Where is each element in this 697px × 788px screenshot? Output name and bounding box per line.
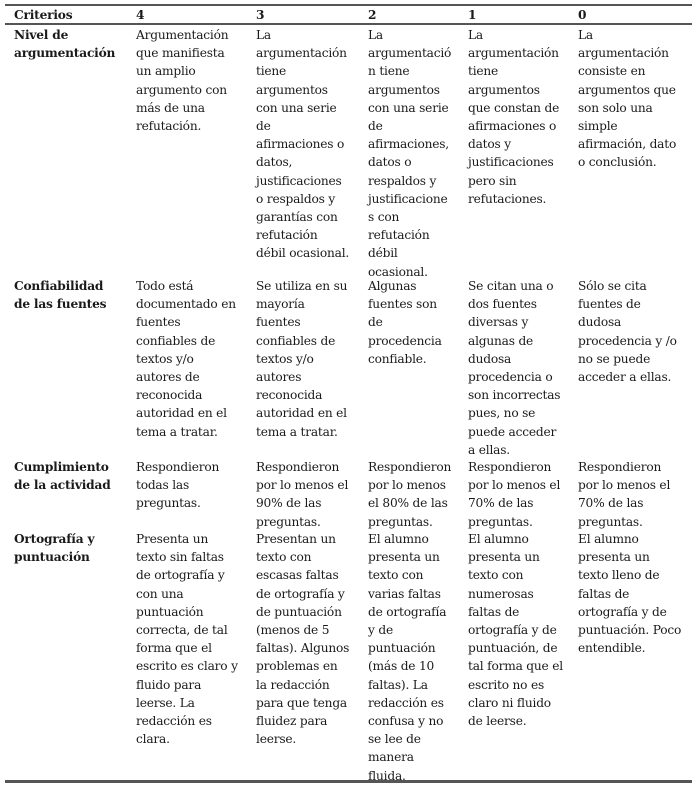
cell-line: El alumno [468, 532, 529, 546]
cell-line: Respondieron [578, 460, 662, 474]
cell-line: preguntas. [578, 514, 643, 529]
cell-line: confiables de [256, 333, 336, 348]
cell-line: entendible. [578, 641, 646, 656]
cell-line: texto con [468, 568, 524, 583]
cell-line: argumentos [368, 82, 440, 97]
cell-line: con una [136, 586, 184, 601]
header-score-3: 3 [256, 8, 265, 22]
cell-line: texto con [256, 550, 312, 565]
cell-line: faltas de [578, 586, 630, 601]
cell-line: presenta un [578, 550, 650, 565]
cell-line: Se citan una o [468, 279, 554, 293]
cell-line: 70% de las [468, 496, 534, 511]
cell-line: correcta, de tal [136, 623, 228, 638]
cell-line: autoridad en el [256, 406, 347, 421]
criterion-line: Confiabilidad [14, 279, 104, 293]
cell-line: puntuación [368, 641, 436, 656]
cell-line: El alumno [578, 532, 639, 546]
cell-line: argumentos [256, 82, 328, 97]
cell-line: Todo está [136, 279, 194, 293]
cell-line: Presentan un [256, 532, 336, 546]
cell-line: escrito no es [468, 677, 545, 692]
cell-line: no se puede [578, 351, 651, 366]
cell-line: o respaldos y [256, 191, 336, 206]
cell-line: documentado en [136, 297, 236, 312]
cell-line: acceder a ellas. [578, 370, 672, 385]
rubric-cell-score-0 [578, 277, 677, 386]
criterion-label [14, 277, 106, 313]
cell-line: 90% de las [256, 496, 322, 511]
rubric-cell-score-1 [468, 277, 560, 459]
criterion-label [14, 530, 94, 566]
cell-line: a ellas. [468, 442, 510, 457]
cell-line: justificaciones [256, 173, 342, 188]
cell-line: preguntas. [136, 496, 201, 511]
cell-line: manera [368, 750, 414, 765]
cell-line: ortografía y de [578, 604, 667, 619]
cell-line: afirmación, dato [578, 137, 677, 152]
cell-line: texto con [368, 568, 424, 583]
cell-line: procedencia o [468, 370, 553, 385]
cell-line: Algunas [368, 279, 417, 293]
cell-line: simple [578, 119, 618, 134]
cell-line: presenta un [468, 550, 540, 565]
cell-line: datos, [256, 155, 293, 170]
cell-line: preguntas. [368, 514, 433, 529]
rubric-cell-score-0 [578, 530, 681, 657]
rubric-cell-score-4 [136, 458, 219, 513]
cell-line: procedencia y /o [578, 333, 677, 348]
cell-line: ortografía y de [468, 623, 557, 638]
rubric-cell-score-2 [368, 458, 451, 531]
cell-line: de leerse. [468, 714, 527, 729]
cell-line: redacción es [136, 714, 212, 729]
cell-line: clara. [136, 732, 170, 747]
cell-line: confiables de [136, 333, 216, 348]
header-bottom-rule [5, 23, 692, 25]
cell-line: refutación. [136, 119, 202, 134]
cell-line: que manifiesta [136, 46, 225, 61]
table-top-rule [5, 4, 692, 6]
cell-line: textos y/o [256, 351, 314, 366]
cell-line: argumentación [578, 46, 669, 61]
cell-line: por lo menos [368, 478, 446, 493]
cell-line: fluidez para [256, 714, 328, 729]
cell-line: puntuación, de [468, 641, 558, 656]
cell-line: fluida. [368, 768, 406, 783]
criterion-line: de las fuentes [14, 297, 107, 312]
cell-line: el 80% de las [368, 496, 448, 511]
cell-line: de ortografía y [256, 586, 345, 601]
rubric-cell-score-2 [368, 277, 442, 368]
cell-line: Respondieron [256, 460, 340, 474]
cell-line: tal forma que el [468, 659, 563, 674]
cell-line: son solo una [578, 100, 653, 115]
criterion-label [14, 458, 111, 494]
cell-line: procedencia [368, 333, 442, 348]
cell-line: tema a tratar. [256, 424, 338, 439]
table-bottom-rule [5, 780, 692, 783]
cell-line: puede acceder [468, 424, 557, 439]
header-score-1: 1 [468, 8, 477, 22]
cell-line: Sólo se cita [578, 279, 647, 293]
cell-line: pero sin [468, 173, 517, 188]
cell-line: autores [256, 370, 302, 385]
cell-line: débil ocasional. [256, 246, 350, 261]
cell-line: con una serie [368, 100, 449, 115]
cell-line: texto sin faltas [136, 550, 224, 565]
cell-line: fuentes de [578, 297, 641, 312]
cell-line: forma que el [136, 641, 212, 656]
cell-line: Se utiliza en su [256, 279, 348, 293]
cell-line: datos o [368, 155, 412, 170]
cell-line: se lee de [368, 732, 421, 747]
cell-line: confusa y no [368, 714, 444, 729]
cell-line: numerosas [468, 586, 534, 601]
cell-line: puntuación [136, 604, 204, 619]
cell-line: (menos de 5 [256, 623, 330, 638]
cell-line: para que tenga [256, 695, 347, 710]
cell-line: argumentos que [578, 82, 676, 97]
cell-line: de ortografía y [136, 568, 225, 583]
header-score-0: 0 [578, 8, 587, 22]
rubric-cell-score-1 [468, 26, 559, 208]
cell-line: puntuación. Poco [578, 623, 682, 638]
rubric-cell-score-3 [256, 277, 347, 441]
cell-line: La [578, 28, 593, 42]
rubric-cell-score-1 [468, 530, 563, 730]
cell-line: afirmaciones, [368, 137, 449, 152]
cell-line: débil [368, 246, 398, 261]
cell-line: por lo menos el [578, 478, 671, 493]
header-score-2: 2 [368, 8, 377, 22]
cell-line: escrito es claro y [136, 659, 238, 674]
cell-line: reconocida [256, 388, 323, 403]
cell-line: La [256, 28, 271, 42]
cell-line: o conclusión. [578, 155, 657, 170]
cell-line: tema a tratar. [136, 424, 218, 439]
cell-line: autoridad en el [136, 406, 227, 421]
cell-line: faltas). Algunos [256, 641, 350, 656]
cell-line: Argumentación [136, 28, 229, 42]
cell-line: 70% de las [578, 496, 644, 511]
criterion-line: Nivel de [14, 28, 69, 42]
rubric-cell-score-4 [136, 530, 238, 748]
cell-line: preguntas. [468, 514, 533, 529]
cell-line: pues, no se [468, 406, 536, 421]
rubric-cell-score-1 [468, 458, 560, 531]
criterion-line: Cumplimiento [14, 460, 109, 474]
cell-line: datos y [468, 137, 511, 152]
cell-line: la redacción [256, 677, 330, 692]
criterion-line: argumentación [14, 46, 116, 61]
cell-line: argumentación [468, 46, 559, 61]
header-score-4: 4 [136, 8, 145, 22]
cell-line: dudosa [578, 315, 622, 330]
cell-line: fuentes [136, 315, 181, 330]
cell-line: texto lleno de [578, 568, 660, 583]
cell-line: escasas faltas [256, 568, 339, 583]
cell-line: refutación [368, 228, 430, 243]
cell-line: argumentació [368, 46, 452, 61]
cell-line: fuentes son [368, 297, 437, 312]
cell-line: dos fuentes [468, 297, 537, 312]
cell-line: s con [368, 210, 400, 225]
cell-line: argumentos [468, 82, 540, 97]
cell-line: refutaciones. [468, 191, 547, 206]
cell-line: diversas y [468, 315, 529, 330]
rubric-cell-score-3 [256, 530, 349, 748]
cell-line: problemas en [256, 659, 338, 674]
rubric-cell-score-4 [136, 277, 236, 441]
header-criterios: Criterios [14, 8, 73, 22]
criterion-line: de la actividad [14, 478, 111, 493]
cell-line: un amplio [136, 64, 196, 79]
cell-line: presenta un [368, 550, 440, 565]
cell-line: reconocida [136, 388, 203, 403]
cell-line: algunas de [468, 333, 534, 348]
cell-line: El alumno [368, 532, 429, 546]
cell-line: garantías con [256, 210, 338, 225]
cell-line: consiste en [578, 64, 646, 79]
cell-line: de ortografía [368, 604, 447, 619]
cell-line: justificacione [368, 191, 448, 206]
rubric-cell-score-3 [256, 26, 349, 263]
cell-line: n tiene [368, 64, 410, 79]
cell-line: claro ni fluido [468, 695, 551, 710]
criterion-line: puntuación [14, 550, 90, 565]
cell-line: por lo menos el [468, 478, 561, 493]
cell-line: argumento con [136, 82, 227, 97]
cell-line: afirmaciones o [468, 119, 557, 134]
cell-line: fuentes [256, 315, 301, 330]
cell-line: leerse. [256, 732, 297, 747]
cell-line: Presenta un [136, 532, 209, 546]
cell-line: que constan de [468, 100, 560, 115]
cell-line: La [368, 28, 383, 42]
cell-line: tiene [468, 64, 499, 79]
cell-line: con una serie [256, 100, 337, 115]
cell-line: leerse. La [136, 695, 195, 710]
cell-line: ocasional. [368, 264, 428, 279]
cell-line: mayoría [256, 297, 305, 312]
criterion-label [14, 26, 115, 62]
cell-line: La [468, 28, 483, 42]
cell-line: de [256, 119, 271, 134]
criterion-line: Ortografía y [14, 532, 95, 546]
cell-line: de puntuación [256, 604, 342, 619]
cell-line: por lo menos el [256, 478, 349, 493]
cell-line: redacción es [368, 695, 444, 710]
cell-line: Respondieron [468, 460, 552, 474]
cell-line: preguntas. [256, 514, 321, 529]
cell-line: confiable. [368, 351, 427, 366]
cell-line: justificaciones [468, 155, 554, 170]
cell-line: argumentación [256, 46, 347, 61]
cell-line: faltas de [468, 604, 520, 619]
cell-line: todas las [136, 478, 190, 493]
cell-line: y de [368, 623, 393, 638]
cell-line: varias faltas [368, 586, 441, 601]
cell-line: faltas). La [368, 677, 428, 692]
cell-line: más de una [136, 100, 205, 115]
cell-line: de [368, 119, 383, 134]
rubric-cell-score-0 [578, 458, 670, 531]
rubric-cell-score-4 [136, 26, 228, 135]
cell-line: dudosa [468, 351, 512, 366]
cell-line: Respondieron [136, 460, 220, 474]
cell-line: (más de 10 [368, 659, 435, 674]
cell-line: Respondieron [368, 460, 452, 474]
rubric-cell-score-2 [368, 26, 451, 281]
cell-line: respaldos y [368, 173, 437, 188]
cell-line: de [368, 315, 383, 330]
cell-line: autores de [136, 370, 200, 385]
cell-line: refutación [256, 228, 318, 243]
cell-line: tiene [256, 64, 287, 79]
rubric-cell-score-3 [256, 458, 348, 531]
cell-line: son incorrectas [468, 388, 561, 403]
cell-line: afirmaciones o [256, 137, 345, 152]
cell-line: textos y/o [136, 351, 194, 366]
rubric-cell-score-0 [578, 26, 676, 172]
rubric-cell-score-2 [368, 530, 446, 785]
cell-line: fluido para [136, 677, 202, 692]
